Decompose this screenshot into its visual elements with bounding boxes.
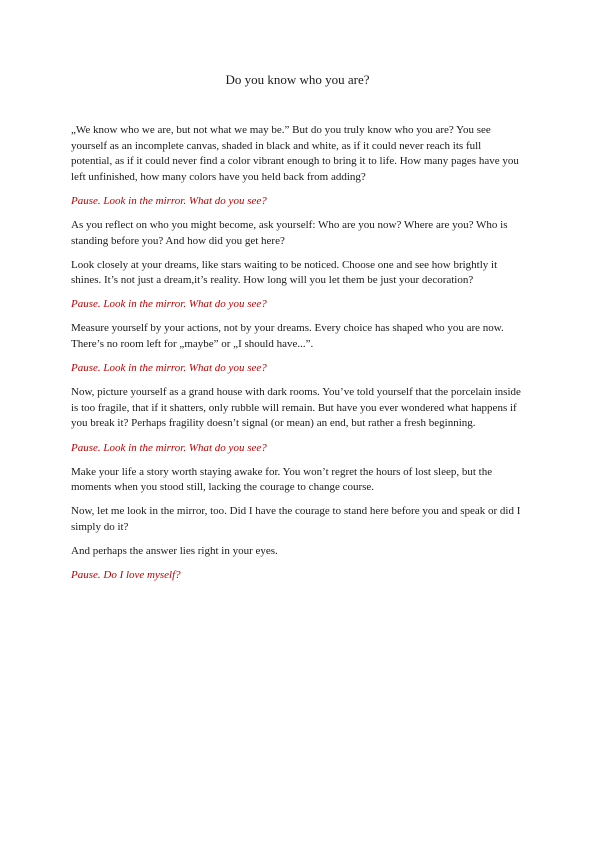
- paragraph-answer: And perhaps the answer lies right in your eyes.: [71, 544, 278, 557]
- document-title: Do you know who you are?: [225, 72, 370, 87]
- pause-line-final: Pause. Do I love myself?: [71, 569, 181, 582]
- pause-line: Pause. Look in the mirror. What do you see?: [71, 298, 267, 311]
- pause-line: Pause. Look in the mirror. What do you see?: [71, 194, 267, 207]
- paragraph-dreams: Look closely at your dreams, like stars waiting to be noticed. Choose one and see how brightly it shines. It’s not just a dream,it’s reality. How long will you let them be just your decoration?: [71, 258, 498, 287]
- paragraph-house: Now, picture yourself as a grand house with dark rooms. You’ve told yourself that the porcelain inside is too fragile, that if it shatters, only rubble will remain. But have you ever wondered what happens if you break it? Perhaps fragility doesn’t signal (or mean) an end, but rather a fresh beginning.: [71, 386, 521, 430]
- document-body: [71, 123, 525, 592]
- paragraph-story: Make your life a story worth staying awake for. You won’t regret the hours of lost sleep, but the moments when you stood still, lacking the courage to change course.: [71, 465, 493, 494]
- pause-line: Pause. Look in the mirror. What do you see?: [71, 362, 267, 375]
- paragraph-intro: „We know who we are, but not what we may be.” But do you truly know who you are? You see yourself as an incomplete canvas, shaded in black and white, as if it could never reach its full potential, as if it could never find a color vibrant enough to bring it to life. How many pages have you left unfinished, how many colors have you held back from adding?: [71, 124, 519, 183]
- pause-line: Pause. Look in the mirror. What do you see?: [71, 441, 267, 454]
- paragraph-mirror: Now, let me look in the mirror, too. Did I have the courage to stand here before you and speak or did I simply do it?: [71, 505, 521, 533]
- paragraph-reflect: As you reflect on who you might become, ask yourself: Who are you now? Where are you? Who is standing before you? And how did you get here?: [71, 218, 508, 247]
- paragraph-actions: Measure yourself by your actions, not by your dreams. Every choice has shaped who you are now. There’s no room left for „maybe” or „I should have...”.: [71, 322, 504, 351]
